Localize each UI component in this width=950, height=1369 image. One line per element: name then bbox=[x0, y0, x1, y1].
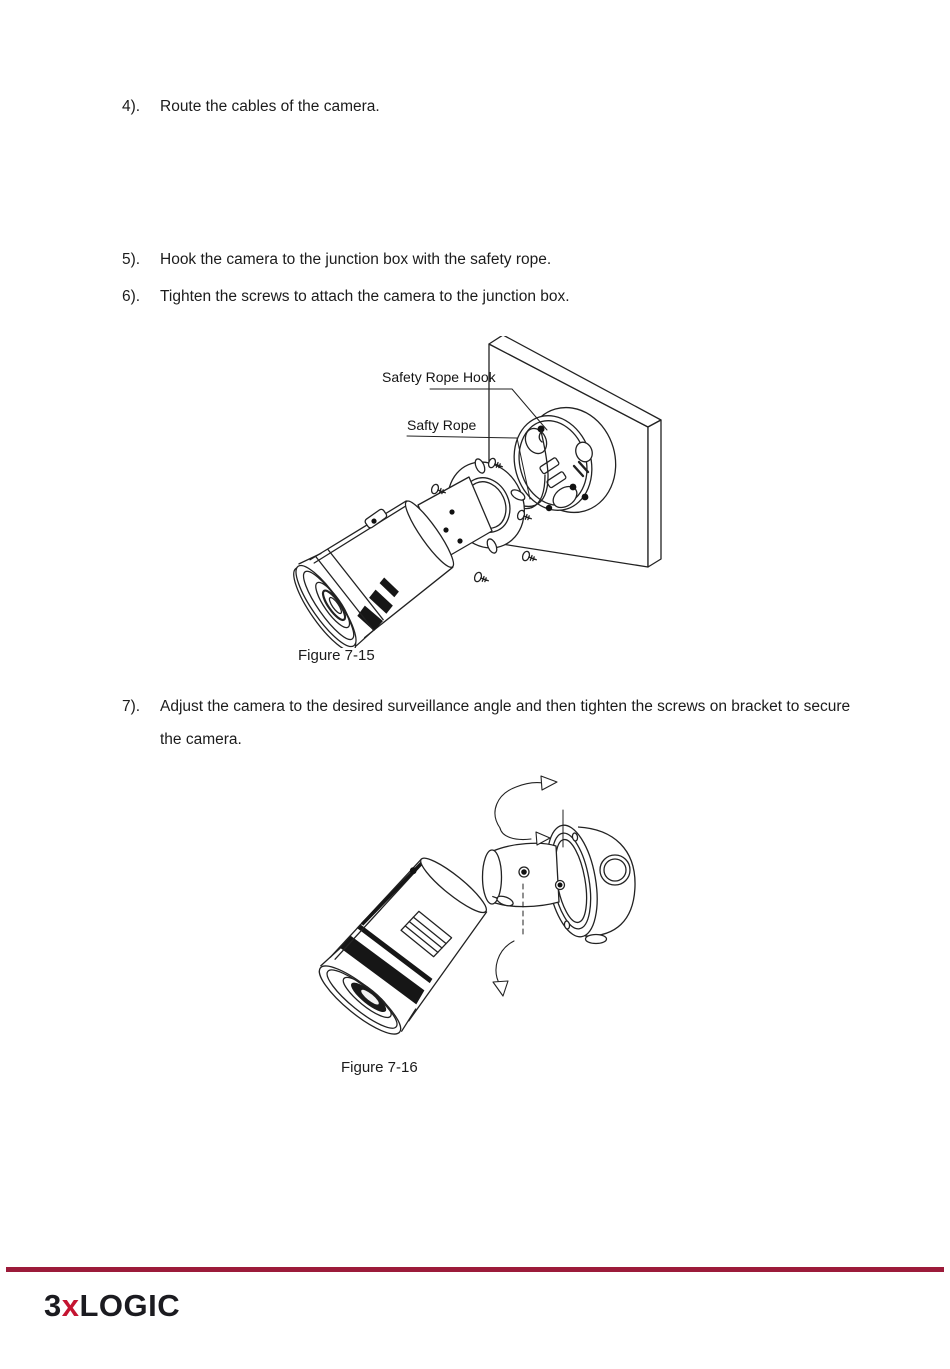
step-6-text: Tighten the screws to attach the camera to the junction box. bbox=[160, 288, 570, 305]
arrowhead-up-right bbox=[541, 776, 557, 790]
step-6-number: 6). bbox=[122, 288, 141, 305]
bracket-screw bbox=[521, 869, 527, 875]
bracket-screw bbox=[558, 883, 563, 888]
step-4-number: 4). bbox=[122, 98, 141, 115]
company-logo bbox=[44, 1288, 180, 1324]
step-7-text: Adjust the camera to the desired surveillance angle and then tighten the screws on bracket to secure the camera. bbox=[160, 698, 851, 748]
step-4-text: Route the cables of the camera. bbox=[160, 98, 380, 115]
step-6 bbox=[122, 286, 865, 307]
label-safety-rope-hook: Safety Rope Hook bbox=[382, 369, 496, 385]
step-5-text: Hook the camera to the junction box with the safety rope. bbox=[160, 251, 552, 268]
camera-angle-adjust-diagram bbox=[288, 766, 668, 1058]
logo-3: 3 bbox=[44, 1288, 62, 1323]
step-7-number: 7). bbox=[122, 698, 141, 715]
step-5-number: 5). bbox=[122, 251, 141, 268]
logo-logic: LOGIC bbox=[79, 1288, 181, 1323]
step-7 bbox=[122, 690, 865, 756]
figure-7-15 bbox=[278, 336, 680, 676]
bullet-camera bbox=[310, 845, 499, 1044]
footer-rule bbox=[6, 1267, 944, 1272]
step-5 bbox=[122, 249, 865, 270]
step-4 bbox=[122, 96, 865, 117]
figure-7-16-caption: Figure 7-16 bbox=[341, 1059, 418, 1076]
arrowhead-down bbox=[493, 981, 508, 996]
label-safty-rope: Safty Rope bbox=[407, 417, 477, 433]
figure-7-15-caption: Figure 7-15 bbox=[298, 647, 375, 664]
figure-7-16 bbox=[288, 766, 668, 1086]
logo-x: x bbox=[61, 1288, 80, 1323]
